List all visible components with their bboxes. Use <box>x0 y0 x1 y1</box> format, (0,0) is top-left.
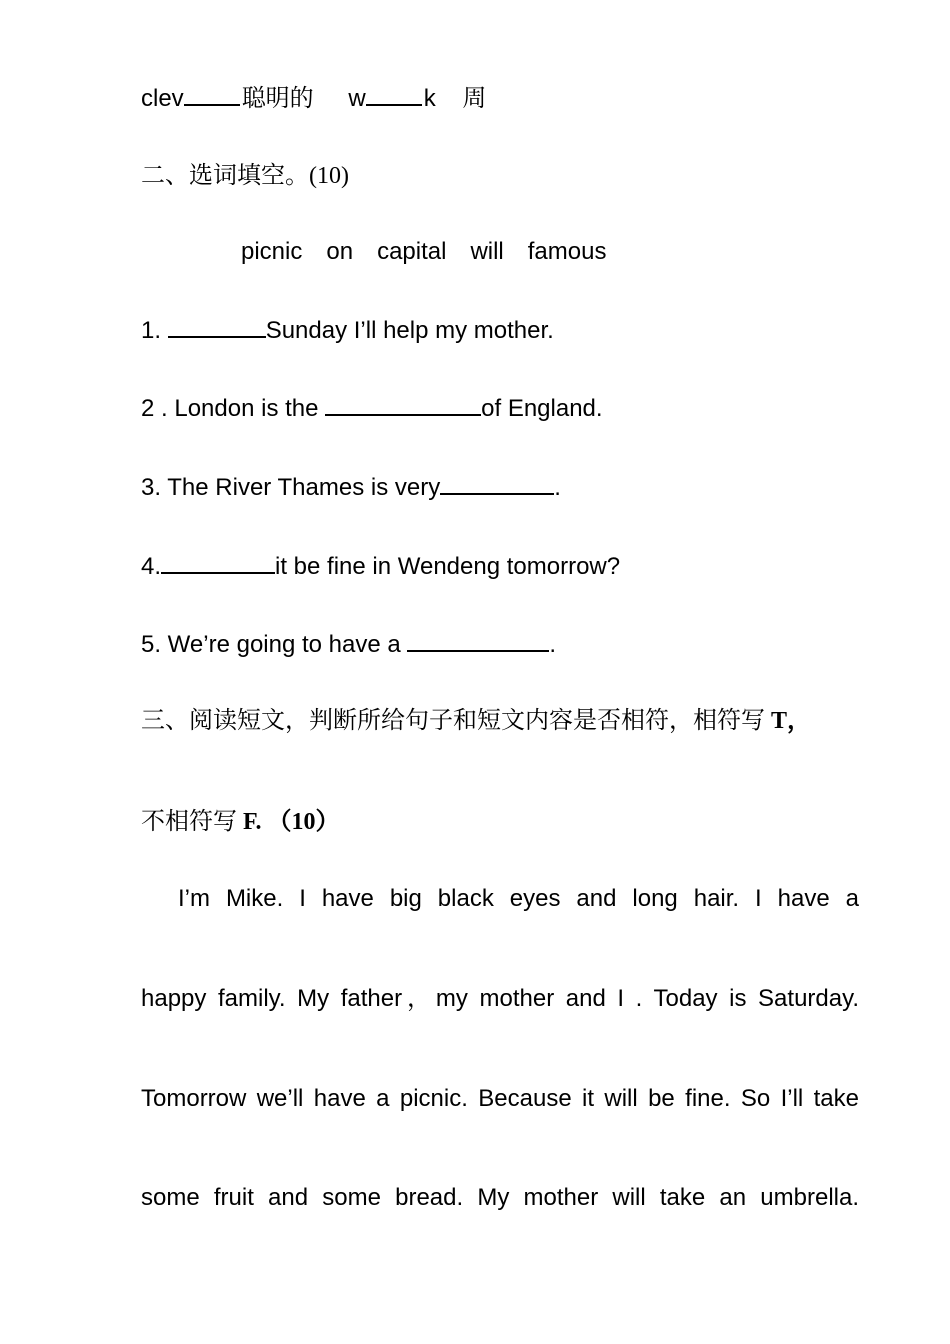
passage-text: I’m Mike. I have big black eyes and long hair. I have a <box>178 885 859 912</box>
question-4-blank[interactable] <box>161 550 275 574</box>
question-3-text-after: . <box>554 474 561 501</box>
word-bank-item: on <box>326 238 354 265</box>
question-5-text-after: . <box>549 631 557 658</box>
question-3-blank[interactable] <box>440 471 554 495</box>
section3-true-mark: T， <box>771 708 812 734</box>
vocab-word1-prefix: clev <box>141 85 184 112</box>
word-bank-item: famous <box>527 238 607 265</box>
question-5 <box>141 628 556 661</box>
vocab-word2-prefix: w <box>348 85 366 112</box>
question-3-text-before: 3. The River Thames is very <box>141 474 441 501</box>
question-2-text-before: 2 . London is the <box>141 395 319 422</box>
passage-text: Tomorrow we’ll have a picnic. Because it will be fine. So I’ll take <box>141 1085 859 1112</box>
passage-text: some fruit and some bread. My mother will take an umbrella. <box>141 1184 859 1211</box>
vocab-word2-blank[interactable] <box>366 82 422 106</box>
vocab-word2-meaning: 周 <box>462 86 487 112</box>
word-bank-item: picnic <box>241 238 303 265</box>
question-1-blank[interactable] <box>168 314 266 338</box>
section3-instruction-cont: 不相符写 <box>141 809 237 835</box>
passage-text: happy family. My father，my mother and I . Today is Saturday. <box>141 985 859 1012</box>
section3-title-line2 <box>141 806 339 838</box>
word-bank-item: capital <box>377 238 447 265</box>
question-1 <box>141 314 554 347</box>
question-5-blank[interactable] <box>407 628 549 652</box>
question-5-text-before: 5. We’re going to have a <box>141 631 401 658</box>
question-1-text: Sunday I’ll help my mother. <box>265 317 554 344</box>
word-bank-item: will <box>470 238 504 265</box>
passage-line-2 <box>141 983 859 1015</box>
section3-title-line1 <box>141 705 811 737</box>
question-4-text: it be fine in Wendeng tomorrow? <box>275 553 621 580</box>
question-2-text-after: of England. <box>481 395 603 422</box>
passage-line-4 <box>141 1182 859 1214</box>
word-bank <box>241 236 606 268</box>
passage-line-3 <box>141 1083 859 1115</box>
question-2-blank[interactable] <box>325 392 481 416</box>
question-4 <box>141 550 620 583</box>
question-1-number: 1. <box>141 317 162 344</box>
vocab-word1-blank[interactable] <box>184 82 240 106</box>
question-2 <box>141 392 603 425</box>
section3-instruction: 三、阅读短文，判断所给句子和短文内容是否相符，相符写 <box>141 708 765 734</box>
vocab-line <box>141 82 486 115</box>
vocab-word2-suffix: k <box>423 85 436 112</box>
question-4-number: 4. <box>141 553 162 580</box>
section2-title: 二、选词填空。(10) <box>141 163 349 189</box>
vocab-word1-meaning: 聪明的 <box>241 86 314 112</box>
section3-false-mark: F. （10） <box>243 809 340 835</box>
question-3 <box>141 471 561 504</box>
passage-line-1 <box>141 883 859 915</box>
